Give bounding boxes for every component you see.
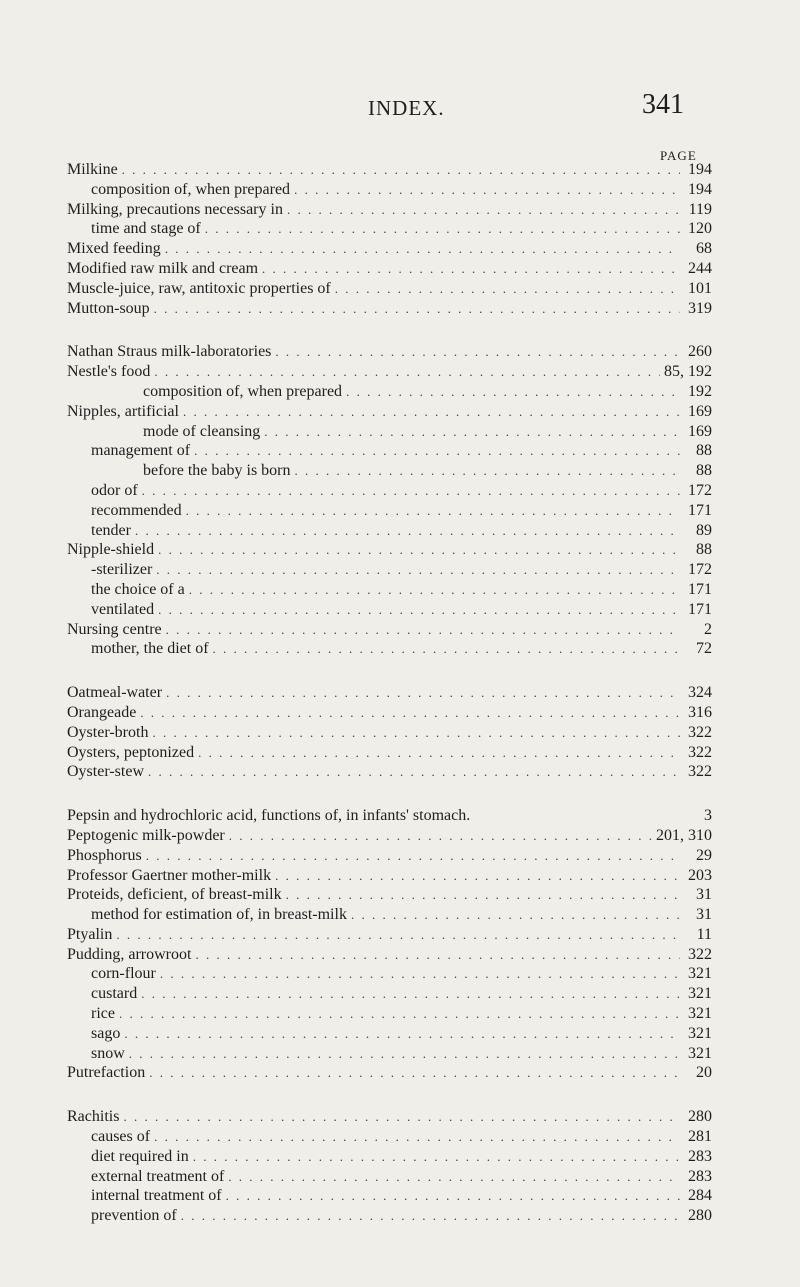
index-page-ref: 20: [696, 1064, 712, 1082]
index-group: [67, 342, 712, 659]
index-term: Mixed feeding: [67, 240, 161, 258]
index-page-ref: 192: [688, 382, 712, 400]
dot-leader: [189, 580, 680, 600]
index-term: Mutton-soup: [67, 299, 150, 317]
dot-leader: [149, 1063, 680, 1083]
index-page-ref: 171: [688, 501, 712, 519]
index-entry: [67, 984, 712, 1004]
index-term: mode of cleansing: [143, 422, 261, 440]
index-entry: [67, 905, 712, 925]
dot-leader: [194, 441, 680, 461]
index-entry: [67, 806, 712, 826]
dot-leader: [226, 1186, 680, 1206]
dot-leader: [186, 501, 680, 521]
index-page-ref: 120: [688, 220, 712, 238]
dot-leader: [123, 1107, 680, 1127]
dot-leader: [205, 219, 680, 239]
index-page-ref: 31: [696, 886, 712, 904]
index-term: Phosphorus: [67, 846, 142, 864]
dot-leader: [264, 422, 680, 442]
index-entry: [67, 826, 712, 846]
index-entry: [67, 481, 712, 501]
dot-leader: [193, 1147, 680, 1167]
index-page-ref: 283: [688, 1147, 712, 1165]
index-entry: [67, 1127, 712, 1147]
index-term: internal treatment of: [91, 1187, 222, 1205]
index-entry: [67, 1107, 712, 1127]
index-entry: [67, 501, 712, 521]
dot-leader: [156, 560, 680, 580]
index-term: mother, the diet of: [91, 640, 209, 658]
dot-leader: [142, 481, 680, 501]
index-page-ref: 280: [688, 1108, 712, 1126]
index-entry: [67, 639, 712, 659]
index-term: before the baby is born: [143, 462, 291, 480]
dot-leader: [286, 885, 680, 905]
index-entry: [67, 540, 712, 560]
index-term: causes of: [91, 1128, 151, 1146]
index-term: Nursing centre: [67, 620, 162, 638]
index-entry: [67, 219, 712, 239]
index-page-ref: 321: [688, 985, 712, 1003]
dot-leader: [154, 299, 680, 319]
index-entry: [67, 620, 712, 640]
header-title: INDEX.: [368, 96, 445, 120]
index-term: Nathan Straus milk-laboratories: [67, 343, 272, 361]
index-page-ref: 29: [696, 846, 712, 864]
index-term: the choice of a: [91, 580, 185, 598]
dot-leader: [122, 160, 680, 180]
index-page-ref: 316: [688, 703, 712, 721]
dot-leader: [183, 402, 680, 422]
dot-leader: [166, 620, 680, 640]
dot-leader: [140, 703, 680, 723]
dot-leader: [229, 826, 652, 846]
index-page-ref: 169: [688, 402, 712, 420]
index-entry: [67, 1147, 712, 1167]
page-number: 341: [642, 89, 684, 120]
dot-leader: [195, 945, 680, 965]
index-term: Peptogenic milk-powder: [67, 826, 225, 844]
index-term: time and stage of: [91, 220, 201, 238]
index-term: Pudding, arrowroot: [67, 945, 192, 963]
index-entry: [67, 885, 712, 905]
index-group: [67, 683, 712, 782]
dot-leader: [262, 259, 680, 279]
index-page-ref: 322: [688, 743, 712, 761]
dot-leader: [124, 1024, 680, 1044]
dot-leader: [351, 905, 680, 925]
index-entry: [67, 925, 712, 945]
index-term: odor of: [91, 481, 138, 499]
index-page-ref: 169: [688, 422, 712, 440]
index-page-ref: 203: [688, 866, 712, 884]
index-term: composition of, when prepared: [143, 382, 343, 400]
index-entry: [67, 743, 712, 763]
index-entry: [67, 1063, 712, 1083]
index-term: Rachitis: [67, 1108, 120, 1126]
index-group: [67, 160, 712, 318]
index-term: Oyster-broth: [67, 723, 149, 741]
dot-leader: [295, 461, 680, 481]
dot-leader: [275, 342, 680, 362]
dot-leader: [275, 866, 680, 886]
dot-leader: [166, 683, 680, 703]
dot-leader: [213, 639, 680, 659]
dot-leader: [228, 1167, 680, 1187]
index-term: method for estimation of, in breast-milk: [91, 906, 347, 924]
index-page-ref: 321: [688, 1005, 712, 1023]
dot-leader: [129, 1044, 680, 1064]
index-term: -sterilizer: [91, 561, 153, 579]
dot-leader: [181, 1206, 680, 1226]
index-entry: [67, 723, 712, 743]
dot-leader: [116, 925, 680, 945]
index-page-ref: 283: [688, 1167, 712, 1185]
index-entry: [67, 239, 712, 259]
index-page-ref: 101: [688, 279, 712, 297]
index-page-ref: 72: [696, 640, 712, 658]
index-term: external treatment of: [91, 1167, 225, 1185]
index-term: corn-flour: [91, 965, 156, 983]
index-entry: [67, 259, 712, 279]
index-page-ref: 319: [688, 299, 712, 317]
index-page-ref: 88: [696, 442, 712, 460]
index-term: Oysters, peptonized: [67, 743, 195, 761]
index-page-ref: 321: [688, 965, 712, 983]
index-term: snow: [91, 1044, 125, 1062]
index-page-ref: 321: [688, 1024, 712, 1042]
dot-leader: [287, 200, 680, 220]
dot-leader: [119, 1004, 680, 1024]
index-entry: [67, 762, 712, 782]
dot-leader: [335, 279, 680, 299]
dot-leader: [146, 846, 680, 866]
dot-leader: [158, 540, 680, 560]
index-entry: [67, 342, 712, 362]
index-page-ref: 322: [688, 723, 712, 741]
index-term: Muscle-juice, raw, antitoxic properties of: [67, 279, 331, 297]
index-entry: [67, 1044, 712, 1064]
index-term: Proteids, deficient, of breast-milk: [67, 886, 282, 904]
dot-leader: [154, 362, 660, 382]
running-header: [0, 89, 800, 126]
index-term: Orangeade: [67, 703, 137, 721]
index-entry: [67, 1206, 712, 1226]
index-entry: [67, 441, 712, 461]
index-term: custard: [91, 985, 138, 1003]
dot-leader: [165, 239, 680, 259]
index-entry: [67, 600, 712, 620]
index-list: [67, 160, 712, 1250]
index-page-ref: 85, 192: [664, 363, 712, 381]
index-entry: [67, 402, 712, 422]
index-group: [67, 1107, 712, 1226]
index-term: prevention of: [91, 1207, 177, 1225]
index-entry: [67, 1024, 712, 1044]
dot-leader: [198, 743, 680, 763]
index-term: Modified raw milk and cream: [67, 259, 259, 277]
index-term: Putrefaction: [67, 1064, 146, 1082]
index-entry: [67, 945, 712, 965]
index-term: tender: [91, 521, 131, 539]
index-term: ventilated: [91, 600, 155, 618]
index-page-ref: 322: [688, 945, 712, 963]
index-entry: [67, 382, 712, 402]
dot-leader: [148, 762, 680, 782]
index-page-ref: 172: [688, 561, 712, 579]
index-entry: [67, 560, 712, 580]
index-term: Oyster-stew: [67, 763, 144, 781]
index-term: Nestle's food: [67, 363, 151, 381]
index-page-ref: 89: [696, 521, 712, 539]
index-entry: [67, 1167, 712, 1187]
dot-leader: [294, 180, 680, 200]
index-term: composition of, when prepared: [91, 180, 291, 198]
dot-leader: [141, 984, 680, 1004]
index-term: sago: [91, 1024, 121, 1042]
index-page-ref: 172: [688, 481, 712, 499]
index-entry: [67, 683, 712, 703]
index-term: Nipples, artificial: [67, 402, 179, 420]
index-term: rice: [91, 1005, 115, 1023]
index-entry: [67, 846, 712, 866]
index-page-ref: 88: [696, 541, 712, 559]
index-page-ref: 324: [688, 684, 712, 702]
index-page-ref: 201, 310: [656, 826, 712, 844]
index-entry: [67, 422, 712, 442]
dot-leader: [152, 723, 680, 743]
index-term: Pepsin and hydrochloric acid, functions of, in infants' stomach.: [67, 807, 471, 825]
index-page-ref: 31: [696, 906, 712, 924]
index-term: Oatmeal-water: [67, 684, 163, 702]
index-entry: [67, 1186, 712, 1206]
page-column-heading: PAGE: [660, 148, 697, 163]
index-entry: [67, 362, 712, 382]
index-entry: [67, 299, 712, 319]
index-entry: [67, 580, 712, 600]
index-page-ref: 194: [688, 161, 712, 178]
index-entry: [67, 703, 712, 723]
index-entry: [67, 180, 712, 200]
index-entry: [67, 1004, 712, 1024]
dot-leader: [346, 382, 680, 402]
index-term: diet required in: [91, 1147, 189, 1165]
index-page-ref: 68: [696, 240, 712, 258]
index-page-ref: 321: [688, 1044, 712, 1062]
index-term: Ptyalin: [67, 925, 113, 943]
index-page-ref: 2: [704, 620, 712, 638]
index-page-ref: 119: [688, 200, 712, 218]
index-page-ref: 280: [688, 1207, 712, 1225]
index-page-ref: 88: [696, 462, 712, 480]
dot-leader: [160, 964, 680, 984]
dot-leader: [135, 521, 680, 541]
dot-leader: [158, 600, 680, 620]
index-page-ref: 171: [688, 580, 712, 598]
index-page-ref: 11: [696, 925, 712, 943]
index-term: recommended: [91, 501, 182, 519]
index-page-ref: 244: [688, 259, 712, 277]
index-term: management of: [91, 442, 191, 460]
index-entry: [67, 866, 712, 886]
index-term: Nipple-shield: [67, 541, 155, 559]
index-term: Professor Gaertner mother-milk: [67, 866, 272, 884]
index-entry: [67, 461, 712, 481]
dot-leader: [154, 1127, 680, 1147]
index-page-ref: 171: [688, 600, 712, 618]
index-page-ref: 284: [688, 1187, 712, 1205]
index-page-ref: 322: [688, 763, 712, 781]
index-entry: [67, 521, 712, 541]
index-entry: [67, 279, 712, 299]
index-term: Milkine: [67, 161, 118, 178]
index-term: Milking, precautions necessary in: [67, 200, 283, 218]
index-page-ref: 194: [688, 180, 712, 198]
index-entry: [67, 160, 712, 180]
index-page-ref: 3: [704, 807, 712, 825]
index-group: [67, 806, 712, 1083]
index-entry: [67, 964, 712, 984]
index-page-ref: 260: [688, 343, 712, 361]
index-page-ref: 281: [688, 1128, 712, 1146]
index-entry: [67, 200, 712, 220]
